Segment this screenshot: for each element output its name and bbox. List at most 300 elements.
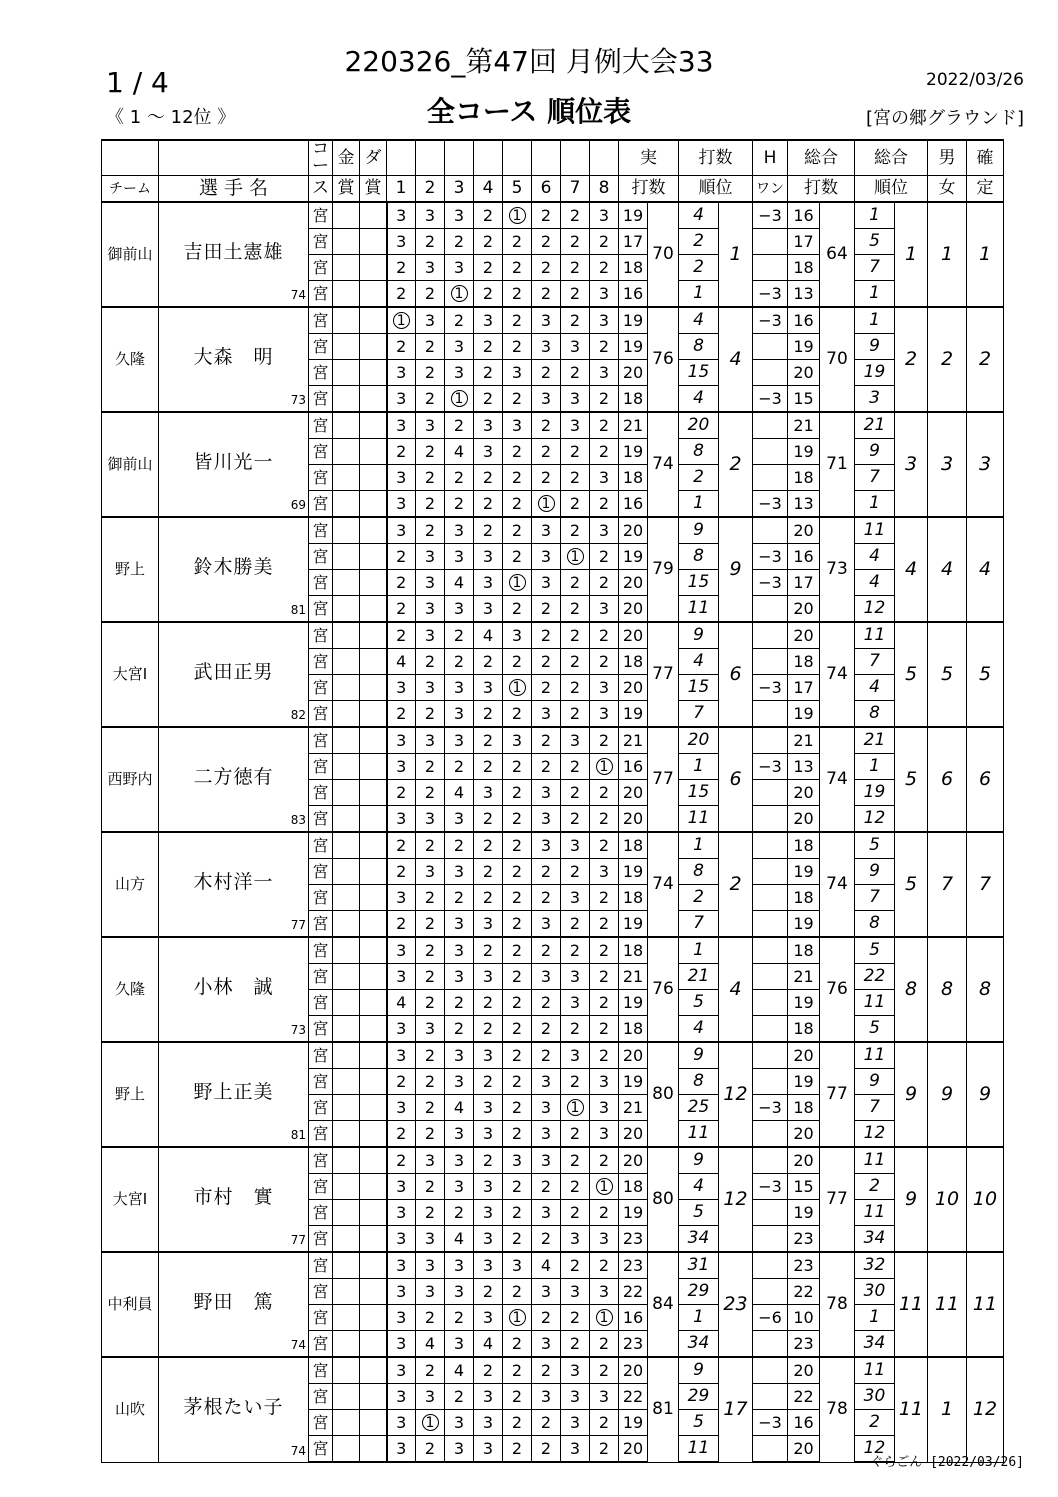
round-total: 20 xyxy=(788,517,820,544)
player-name: 野田 篤 xyxy=(193,1291,274,1313)
hole-score: 3 xyxy=(445,1147,474,1174)
round-total-rank: 7 xyxy=(855,465,895,491)
hole-score: 3 xyxy=(387,386,416,413)
hole-in-one-bonus xyxy=(753,1200,788,1226)
round-total: 19 xyxy=(788,1200,820,1226)
round-sum: 19 xyxy=(619,439,648,465)
player-age: 73 xyxy=(290,1023,306,1037)
round-sum: 18 xyxy=(619,937,648,964)
hole-in-one-bonus xyxy=(753,1331,788,1358)
hole-score: 3 xyxy=(561,1384,590,1410)
table-row xyxy=(102,622,1004,649)
hole-score: 2 xyxy=(387,1147,416,1174)
da-prize-cell xyxy=(360,806,387,833)
total-rank: 9 xyxy=(895,1042,928,1147)
round-rank: 20 xyxy=(679,727,719,754)
player-age: 74 xyxy=(290,1338,306,1352)
hole-score: 3 xyxy=(416,1016,445,1043)
hole-score xyxy=(416,1410,445,1436)
table-row xyxy=(102,517,1004,544)
hole-score: 2 xyxy=(445,622,474,649)
course-cell: 宮 xyxy=(309,255,333,281)
player-name-cell xyxy=(159,832,309,937)
course-cell: 宮 xyxy=(309,1069,333,1095)
hole-score xyxy=(503,675,532,701)
round-total: 13 xyxy=(788,281,820,308)
gold-prize-cell xyxy=(333,911,360,938)
hole-score: 3 xyxy=(445,255,474,281)
round-sum: 23 xyxy=(619,1226,648,1253)
hole-score: 3 xyxy=(387,1042,416,1069)
round-total-rank: 9 xyxy=(855,334,895,360)
hole-in-one-bonus xyxy=(753,1069,788,1095)
total-rank: 11 xyxy=(895,1357,928,1462)
round-rank: 8 xyxy=(679,544,719,570)
round-rank: 9 xyxy=(679,517,719,544)
table-row xyxy=(102,412,1004,439)
round-total: 15 xyxy=(788,1174,820,1200)
hole-in-one-bonus: −3 xyxy=(753,386,788,413)
hole-score: 2 xyxy=(532,727,561,754)
hole-score: 2 xyxy=(503,780,532,806)
hole-score: 3 xyxy=(532,517,561,544)
hole-score: 2 xyxy=(474,517,503,544)
hole-score: 2 xyxy=(590,885,619,911)
hole-score: 2 xyxy=(387,281,416,308)
hole-score: 2 xyxy=(590,386,619,413)
hole-score: 2 xyxy=(532,675,561,701)
hole-score: 2 xyxy=(590,1252,619,1279)
round-total-rank: 34 xyxy=(855,1226,895,1253)
player-age: 74 xyxy=(290,288,306,302)
hole-score: 2 xyxy=(532,754,561,780)
hole-score: 3 xyxy=(387,885,416,911)
hole-in-one-bonus: −3 xyxy=(753,570,788,596)
round-rank: 2 xyxy=(679,229,719,255)
hole-score: 2 xyxy=(416,281,445,308)
course-cell: 宮 xyxy=(309,465,333,491)
hole-score: 3 xyxy=(445,1331,474,1358)
hole-score xyxy=(445,386,474,413)
hole-score: 2 xyxy=(590,937,619,964)
hole-score: 2 xyxy=(532,1042,561,1069)
round-sum: 18 xyxy=(619,465,648,491)
gold-prize-cell xyxy=(333,1016,360,1043)
hole-score: 2 xyxy=(561,1331,590,1358)
player-age: 82 xyxy=(290,708,306,722)
hole-score: 2 xyxy=(474,281,503,308)
team-name: 御前山 xyxy=(102,412,159,517)
round-rank: 9 xyxy=(679,622,719,649)
course-cell: 宮 xyxy=(309,806,333,833)
course-cell: 宮 xyxy=(309,281,333,308)
col-da-header: ダ xyxy=(360,140,387,176)
round-sum: 20 xyxy=(619,1147,648,1174)
da-prize-cell xyxy=(360,885,387,911)
hole-in-one-bonus xyxy=(753,780,788,806)
hole-score xyxy=(590,754,619,780)
hole-score: 2 xyxy=(590,780,619,806)
hole-score: 3 xyxy=(387,202,416,229)
hole-score: 2 xyxy=(561,675,590,701)
round-rank: 4 xyxy=(679,649,719,675)
round-rank: 2 xyxy=(679,465,719,491)
hole-in-one-bonus xyxy=(753,701,788,728)
hole-score: 3 xyxy=(503,1147,532,1174)
player-age: 74 xyxy=(290,1443,306,1458)
course-cell: 宮 xyxy=(309,832,333,859)
col-gold-header: 金 xyxy=(333,140,360,176)
round-rank: 9 xyxy=(679,1357,719,1384)
round-rank: 2 xyxy=(679,255,719,281)
hole-score: 3 xyxy=(416,255,445,281)
ranking-rows xyxy=(102,202,1004,1462)
hole-in-one-bonus xyxy=(753,727,788,754)
hole-score: 2 xyxy=(474,990,503,1016)
hole-score: 3 xyxy=(445,1252,474,1279)
course-cell: 宮 xyxy=(309,1252,333,1279)
hole-score: 2 xyxy=(416,386,445,413)
hole-score: 2 xyxy=(503,596,532,623)
hole-score: 2 xyxy=(590,491,619,518)
total-strokes: 74 xyxy=(820,832,855,937)
round-total-rank: 1 xyxy=(855,307,895,334)
round-rank: 4 xyxy=(679,386,719,413)
hole-score: 3 xyxy=(387,1200,416,1226)
hole-score: 3 xyxy=(416,622,445,649)
hole-in-one-bonus xyxy=(753,1147,788,1174)
player-name: 二方徳有 xyxy=(193,766,274,788)
gold-prize-cell xyxy=(333,229,360,255)
round-total-rank: 34 xyxy=(855,1331,895,1358)
course-cell: 宮 xyxy=(309,412,333,439)
round-total-rank: 4 xyxy=(855,570,895,596)
gold-prize-cell xyxy=(333,832,360,859)
hole-score: 4 xyxy=(445,1357,474,1384)
player-name: 茅根たい子 xyxy=(183,1396,284,1419)
gold-prize-cell xyxy=(333,491,360,518)
hole-score: 2 xyxy=(416,1069,445,1095)
hole-score: 3 xyxy=(387,412,416,439)
hole-score: 2 xyxy=(561,780,590,806)
hole-in-one-bonus xyxy=(753,255,788,281)
hole-score: 3 xyxy=(590,1121,619,1148)
hole-score: 4 xyxy=(445,780,474,806)
hole-score: 3 xyxy=(416,806,445,833)
da-prize-cell xyxy=(360,675,387,701)
hole-score: 2 xyxy=(474,1069,503,1095)
hole-score: 2 xyxy=(416,1121,445,1148)
total-strokes: 77 xyxy=(820,1042,855,1147)
player-name: 武田正男 xyxy=(193,661,274,683)
hole-score: 2 xyxy=(532,990,561,1016)
hole-score: 3 xyxy=(474,964,503,990)
gold-prize-cell xyxy=(333,281,360,308)
hole-score: 3 xyxy=(474,675,503,701)
hole-score: 3 xyxy=(532,1069,561,1095)
round-total: 18 xyxy=(788,885,820,911)
hole-score: 2 xyxy=(532,649,561,675)
hole-in-one-bonus: −3 xyxy=(753,675,788,701)
hole-score: 2 xyxy=(445,832,474,859)
hole-score: 2 xyxy=(561,465,590,491)
course-cell: 宮 xyxy=(309,911,333,938)
hole-score: 3 xyxy=(387,1016,416,1043)
hole-in-one-bonus xyxy=(753,990,788,1016)
hole-score: 2 xyxy=(532,1410,561,1436)
round-rank: 4 xyxy=(679,307,719,334)
actual-strokes: 81 xyxy=(648,1357,679,1462)
hole-score: 2 xyxy=(503,832,532,859)
hole-score: 3 xyxy=(532,701,561,728)
hole-score: 3 xyxy=(387,1331,416,1358)
hole-score: 3 xyxy=(561,412,590,439)
da-prize-cell xyxy=(360,1436,387,1463)
page-title: 220326_第47回 月例大会33 xyxy=(344,45,714,78)
hole-score xyxy=(445,281,474,308)
gold-prize-cell xyxy=(333,1357,360,1384)
round-total: 16 xyxy=(788,544,820,570)
col-hole-2: 2 xyxy=(416,176,445,203)
hole-score: 3 xyxy=(590,465,619,491)
round-total-rank: 12 xyxy=(855,806,895,833)
hole-score: 3 xyxy=(387,491,416,518)
hole-score: 3 xyxy=(474,1252,503,1279)
round-total-rank: 12 xyxy=(855,1436,895,1463)
total-strokes: 74 xyxy=(820,727,855,832)
round-rank: 15 xyxy=(679,780,719,806)
hole-score: 2 xyxy=(561,596,590,623)
round-rank: 4 xyxy=(679,1174,719,1200)
stroke-rank: 4 xyxy=(719,307,753,412)
hole-score: 2 xyxy=(561,439,590,465)
hole-score: 2 xyxy=(503,1384,532,1410)
hole-score xyxy=(561,1095,590,1121)
col-gender-header-2: 女 xyxy=(928,176,967,203)
gold-prize-cell xyxy=(333,465,360,491)
hole-score: 3 xyxy=(532,1095,561,1121)
round-rank: 29 xyxy=(679,1384,719,1410)
hole-score: 2 xyxy=(561,649,590,675)
hole-score: 2 xyxy=(416,649,445,675)
team-name: 山吹 xyxy=(102,1357,159,1462)
round-total-rank: 1 xyxy=(855,281,895,308)
total-strokes: 77 xyxy=(820,1147,855,1252)
actual-strokes: 79 xyxy=(648,517,679,622)
final-rank: 9 xyxy=(967,1042,1004,1147)
round-rank: 15 xyxy=(679,360,719,386)
da-prize-cell xyxy=(360,1016,387,1043)
hole-score: 3 xyxy=(387,754,416,780)
round-sum: 20 xyxy=(619,570,648,596)
player-age: 81 xyxy=(290,603,306,617)
player-name-cell xyxy=(159,622,309,727)
hole-score: 2 xyxy=(503,1279,532,1305)
round-rank: 2 xyxy=(679,885,719,911)
gender-rank: 11 xyxy=(928,1252,967,1357)
round-total: 20 xyxy=(788,1121,820,1148)
hole-score: 3 xyxy=(561,1042,590,1069)
hole-score: 3 xyxy=(590,1069,619,1095)
hole-score: 2 xyxy=(561,1252,590,1279)
round-rank: 8 xyxy=(679,439,719,465)
hole-in-one-bonus: −3 xyxy=(753,202,788,229)
hole-score: 2 xyxy=(416,1436,445,1463)
hole-score: 2 xyxy=(445,754,474,780)
hole-in-one-mark: 1 xyxy=(451,390,468,407)
hole-in-one-mark: 1 xyxy=(567,548,584,565)
hole-score: 2 xyxy=(474,727,503,754)
gold-prize-cell xyxy=(333,412,360,439)
round-sum: 17 xyxy=(619,229,648,255)
hole-score: 2 xyxy=(532,281,561,308)
hole-score: 2 xyxy=(474,360,503,386)
hole-score: 3 xyxy=(590,360,619,386)
hole-score: 2 xyxy=(503,754,532,780)
gold-prize-cell xyxy=(333,202,360,229)
course-cell: 宮 xyxy=(309,229,333,255)
round-rank: 15 xyxy=(679,675,719,701)
hole-score: 2 xyxy=(474,334,503,360)
gender-rank: 4 xyxy=(928,517,967,622)
round-total: 23 xyxy=(788,1226,820,1253)
hole-score: 3 xyxy=(532,307,561,334)
hole-score xyxy=(561,544,590,570)
round-total-rank: 7 xyxy=(855,255,895,281)
gender-rank: 5 xyxy=(928,622,967,727)
round-total-rank: 3 xyxy=(855,386,895,413)
col-hole-header-top xyxy=(532,140,561,176)
col-hwan-header: H xyxy=(753,140,788,176)
hole-score: 4 xyxy=(416,1331,445,1358)
hole-score: 2 xyxy=(503,439,532,465)
gender-rank: 7 xyxy=(928,832,967,937)
hole-score: 3 xyxy=(532,1279,561,1305)
round-total-rank: 4 xyxy=(855,544,895,570)
hole-score: 2 xyxy=(503,1200,532,1226)
course-cell: 宮 xyxy=(309,675,333,701)
team-name: 大宮Ⅰ xyxy=(102,1147,159,1252)
round-rank: 8 xyxy=(679,334,719,360)
round-rank: 4 xyxy=(679,202,719,229)
da-prize-cell xyxy=(360,859,387,885)
hole-score: 2 xyxy=(590,806,619,833)
team-name: 山方 xyxy=(102,832,159,937)
hole-in-one-bonus xyxy=(753,911,788,938)
hole-score xyxy=(387,307,416,334)
round-sum: 22 xyxy=(619,1384,648,1410)
round-total-rank: 19 xyxy=(855,780,895,806)
round-rank: 15 xyxy=(679,570,719,596)
hole-score: 2 xyxy=(561,859,590,885)
hole-score: 4 xyxy=(532,1252,561,1279)
da-prize-cell xyxy=(360,990,387,1016)
round-total-rank: 2 xyxy=(855,1410,895,1436)
hole-score: 3 xyxy=(445,517,474,544)
hole-in-one-mark: 1 xyxy=(509,574,526,591)
final-rank: 5 xyxy=(967,622,1004,727)
round-total-rank: 30 xyxy=(855,1384,895,1410)
player-name: 野上正美 xyxy=(193,1081,274,1103)
course-cell: 宮 xyxy=(309,1095,333,1121)
gender-rank: 2 xyxy=(928,307,967,412)
hole-score: 3 xyxy=(532,1384,561,1410)
report-date: 2022/03/26 xyxy=(926,70,1024,90)
hole-score: 2 xyxy=(590,1410,619,1436)
round-total: 16 xyxy=(788,202,820,229)
hole-in-one-bonus: −3 xyxy=(753,544,788,570)
hole-score: 2 xyxy=(503,1016,532,1043)
hole-score: 3 xyxy=(590,202,619,229)
gold-prize-cell xyxy=(333,570,360,596)
hole-score: 2 xyxy=(532,229,561,255)
round-total: 18 xyxy=(788,1095,820,1121)
round-sum: 18 xyxy=(619,649,648,675)
hole-score: 2 xyxy=(590,649,619,675)
round-total: 18 xyxy=(788,255,820,281)
round-sum: 20 xyxy=(619,360,648,386)
col-da-header-2: 賞 xyxy=(360,176,387,203)
hole-score: 3 xyxy=(474,1305,503,1331)
col-hole-header-top xyxy=(474,140,503,176)
hole-score: 2 xyxy=(561,754,590,780)
hole-score: 2 xyxy=(387,859,416,885)
round-total: 13 xyxy=(788,754,820,780)
round-total-rank: 4 xyxy=(855,675,895,701)
hole-score: 2 xyxy=(445,1016,474,1043)
round-sum: 19 xyxy=(619,911,648,938)
hole-score: 3 xyxy=(590,859,619,885)
da-prize-cell xyxy=(360,1174,387,1200)
hole-score: 2 xyxy=(503,229,532,255)
player-age: 81 xyxy=(290,1128,306,1142)
gold-prize-cell xyxy=(333,1095,360,1121)
header-row-1 xyxy=(102,140,1004,176)
hole-score: 3 xyxy=(445,806,474,833)
hole-score: 3 xyxy=(445,1042,474,1069)
hole-score: 2 xyxy=(503,701,532,728)
da-prize-cell xyxy=(360,1095,387,1121)
hole-score: 2 xyxy=(561,307,590,334)
hole-score: 2 xyxy=(416,517,445,544)
gold-prize-cell xyxy=(333,1384,360,1410)
round-rank: 1 xyxy=(679,1305,719,1331)
hole-score: 3 xyxy=(474,1174,503,1200)
round-rank: 11 xyxy=(679,596,719,623)
hole-in-one-bonus xyxy=(753,964,788,990)
hole-score: 2 xyxy=(532,439,561,465)
round-sum: 19 xyxy=(619,202,648,229)
round-rank: 1 xyxy=(679,832,719,859)
stroke-rank: 1 xyxy=(719,202,753,307)
round-sum: 18 xyxy=(619,1174,648,1200)
gold-prize-cell xyxy=(333,675,360,701)
course-cell: 宮 xyxy=(309,990,333,1016)
hole-score: 2 xyxy=(387,701,416,728)
hole-in-one-bonus xyxy=(753,1436,788,1463)
hole-score: 3 xyxy=(532,544,561,570)
course-cell: 宮 xyxy=(309,1200,333,1226)
round-rank: 8 xyxy=(679,1069,719,1095)
round-total: 20 xyxy=(788,1147,820,1174)
final-rank: 8 xyxy=(967,937,1004,1042)
team-name: 久隆 xyxy=(102,307,159,412)
hole-score: 2 xyxy=(532,1305,561,1331)
total-strokes: 64 xyxy=(820,202,855,307)
hole-score: 3 xyxy=(561,832,590,859)
da-prize-cell xyxy=(360,412,387,439)
player-name: 小林 誠 xyxy=(193,976,274,998)
